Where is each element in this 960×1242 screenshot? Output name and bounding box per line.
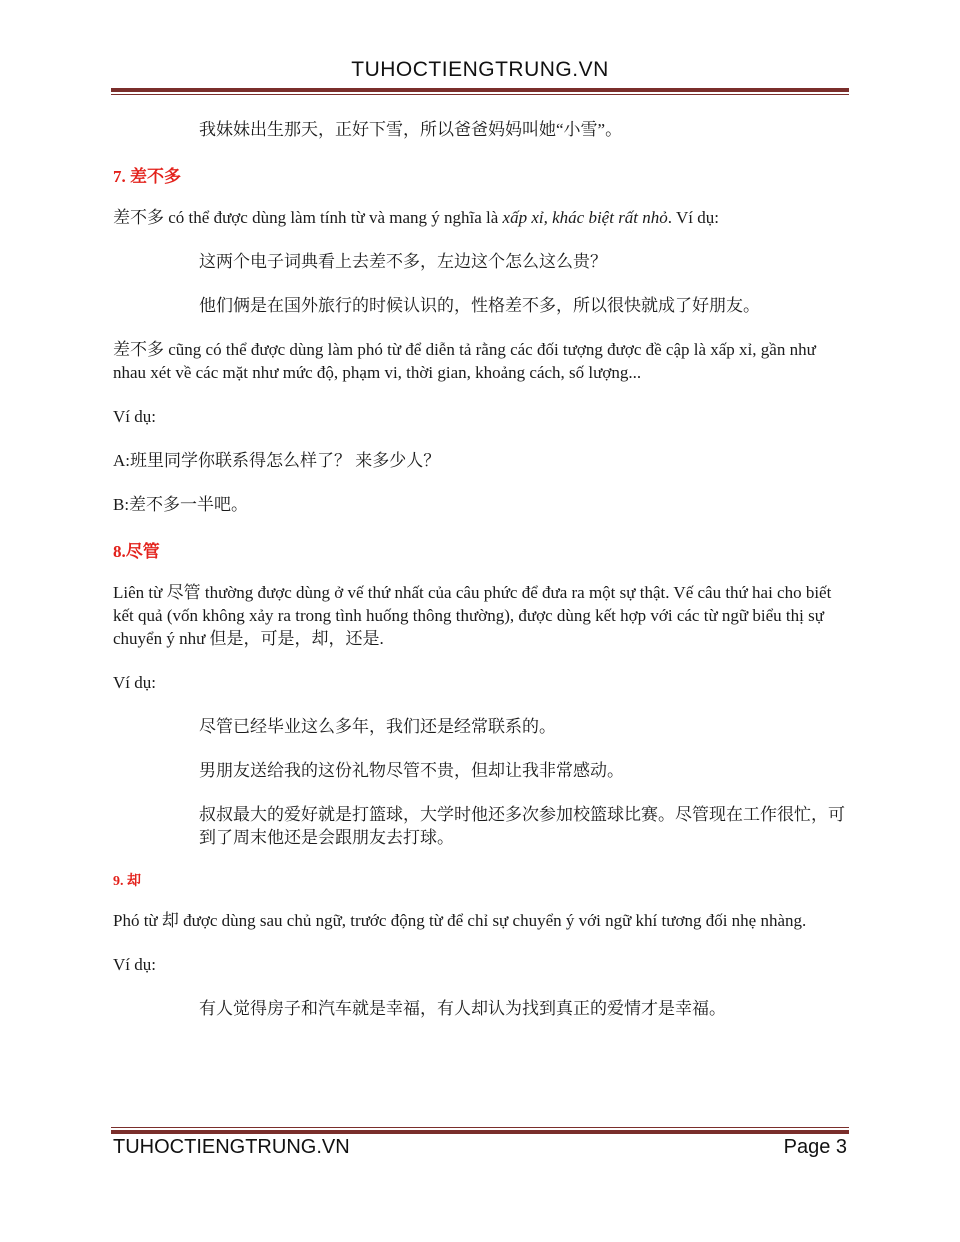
header-divider bbox=[111, 88, 849, 95]
example-sentence: 有人觉得房子和汽车就是幸福，有人却认为找到真正的爱情才是幸福。 bbox=[199, 999, 726, 1018]
example-sentence: 这两个电子词典看上去差不多，左边这个怎么这么贵？ bbox=[199, 252, 607, 271]
explanation-text: 差不多 có thể được dùng làm tính từ và mang ý nghĩa là bbox=[113, 208, 503, 227]
example-sentence: 我妹妹出生那天，正好下雪，所以爸爸妈妈叫她“小雪”。 bbox=[199, 120, 623, 139]
dialogue-line: A:班里同学你联系得怎么样了？ 来多少人？ bbox=[113, 451, 441, 470]
example-label: Ví dụ: bbox=[113, 407, 156, 426]
example-sentence: 男朋友送给我的这份礼物尽管不贵，但却让我非常感动。 bbox=[199, 761, 624, 780]
explanation-text: . Ví dụ: bbox=[667, 208, 719, 227]
example-sentence: 尽管已经毕业这么多年，我们还是经常联系的。 bbox=[199, 717, 556, 736]
explanation-italic: xấp xỉ, khác biệt rất nhỏ bbox=[502, 208, 668, 227]
section-heading-7: 7. 差不多 bbox=[113, 167, 181, 186]
section-heading-9: 9. 却 bbox=[113, 874, 141, 889]
explanation-paragraph bbox=[113, 206, 848, 229]
header-divider-thin bbox=[111, 94, 849, 95]
page-number: Page 3 bbox=[783, 1136, 847, 1158]
section-heading-8: 8.尽管 bbox=[113, 542, 160, 561]
header-divider-thick bbox=[111, 88, 849, 92]
dialogue-line: B:差不多一半吧。 bbox=[113, 495, 249, 514]
document-body bbox=[113, 118, 848, 1041]
example-sentence: 他们俩是在国外旅行的时候认识的，性格差不多，所以很快就成了好朋友。 bbox=[199, 296, 760, 315]
footer-site-name: TUHOCTIENGTRUNG.VN bbox=[113, 1136, 350, 1158]
footer-divider bbox=[111, 1127, 849, 1134]
explanation-paragraph: Liên từ 尽管 thường được dùng ở vế thứ nhất của câu phức để đưa ra một sự thật. Vế câu thứ hai cho biết kết quả (vốn không xảy ra trong tình huống thông thường), được dùng kết hợp với các từ ngữ biểu thị sự chuyển ý như 但是，可是，却，还是. bbox=[113, 583, 832, 648]
footer-divider-thin bbox=[111, 1127, 849, 1128]
example-label: Ví dụ: bbox=[113, 673, 156, 692]
footer-divider-thick bbox=[111, 1130, 849, 1134]
explanation-paragraph: Phó từ 却 được dùng sau chủ ngữ, trước động từ để chỉ sự chuyển ý với ngữ khí tương đối nhẹ nhàng. bbox=[113, 911, 807, 930]
page-header-title: TUHOCTIENGTRUNG.VN bbox=[351, 58, 609, 81]
example-sentence: 叔叔最大的爱好就是打篮球，大学时他还多次参加校篮球比赛。尽管现在工作很忙，可到了周末他还是会跟朋友去打球。 bbox=[199, 805, 845, 847]
example-label: Ví dụ: bbox=[113, 955, 156, 974]
explanation-paragraph: 差不多 cũng có thể được dùng làm phó từ để diễn tả rằng các đối tượng được đề cập là xấp xỉ, gần như nhau xét về các mặt như mức độ, phạm vi, thời gian, khoảng cách, số lượng... bbox=[113, 340, 816, 382]
